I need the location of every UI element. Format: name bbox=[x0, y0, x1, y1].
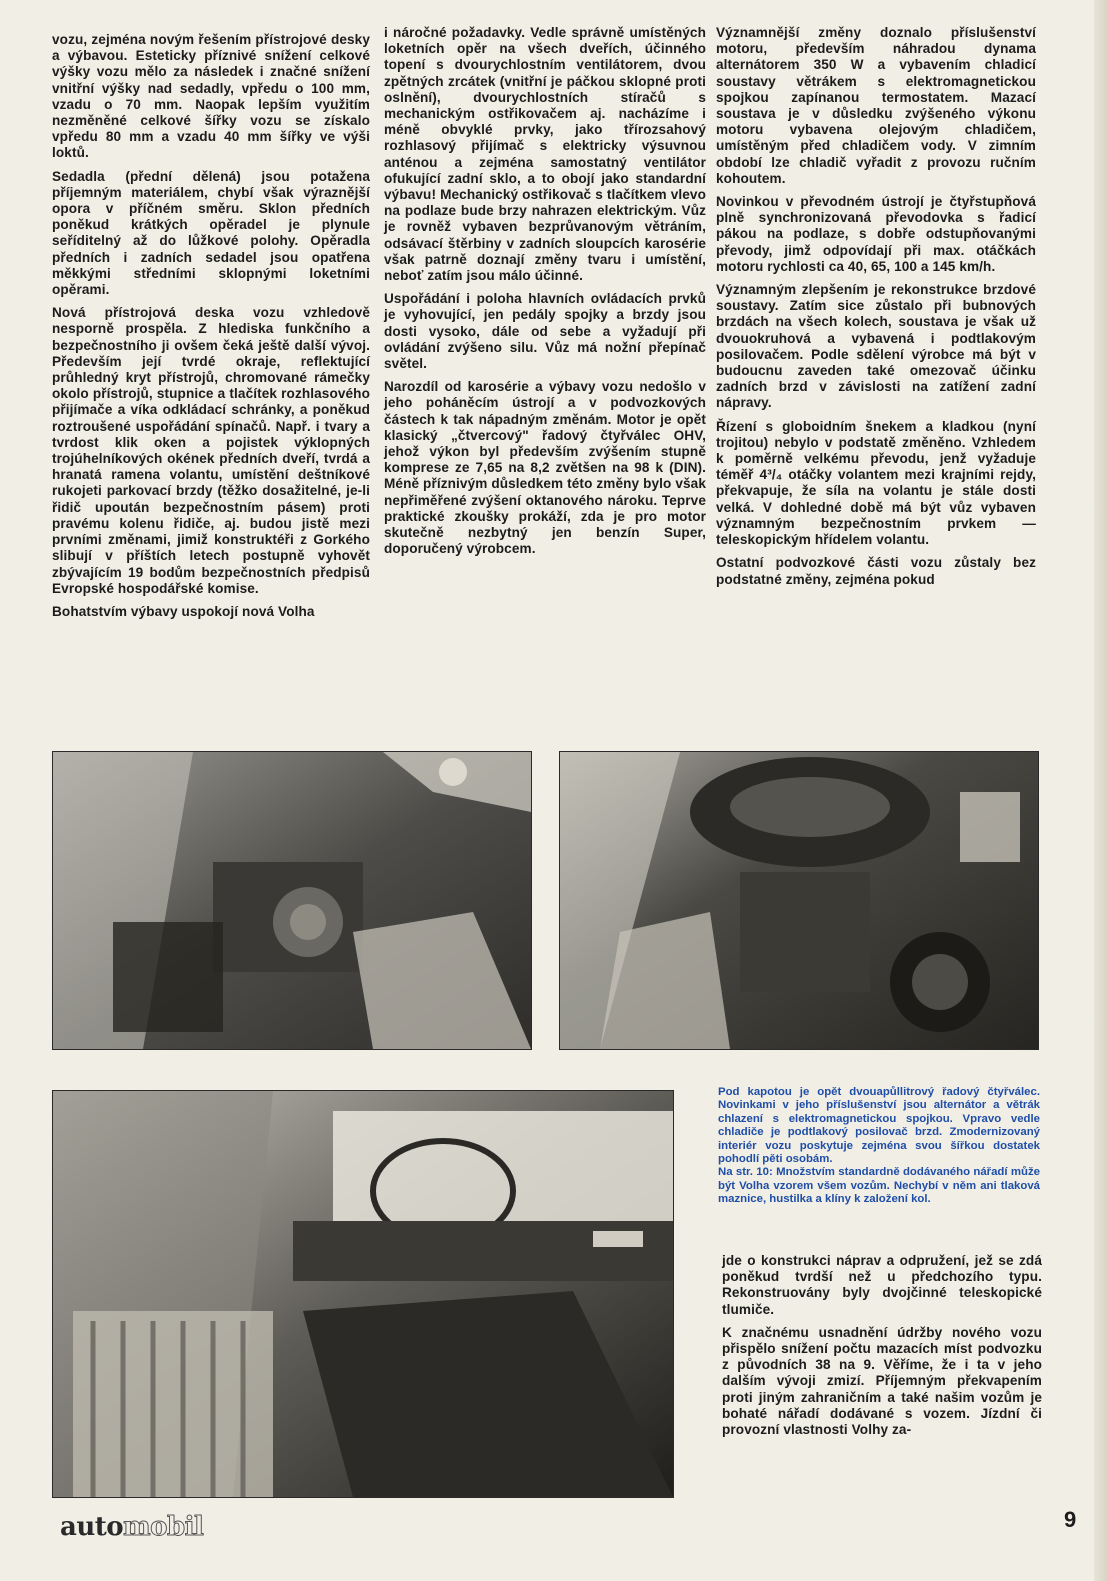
paragraph: vozu, zejména novým řešením přístrojové desky a výbavou. Esteticky příznivé snížení celkové výšky vozu mělo za následek i značné snížení vnitřní výšky nad sedadly, vpředu o 100 mm, vzadu o 70 mm. Naopak lepším využitím nezměněné celkové šířky vozu se získalo vpředu 80 mm a vzadu 40 mm šířky ve výši loktů. bbox=[52, 32, 370, 161]
paragraph: jde o konstrukci náprav a odpružení, jež se zdá poněkud tvrdší než u předchozího typu. Rekonstruovány byly dvojčinné teleskopické tlumiče. bbox=[722, 1253, 1042, 1317]
paragraph: i náročné požadavky. Vedle správně umístěných loketních opěr na všech dveřích, účinného topení s dvourychlostním ventilátorem, dvou zpětných zrcátek (vnitřní je páčkou sklopné proti oslnění), dvourychlostních stíračů s mechanickým ostřikovačem aj. nacházíme i méně obvyklé prvky, jako třírozsahový rozhlasový přijímač s elektricky výsuvnou anténou a zejména samostatný ventilátor ofukující zadní sklo, a to obojí jako standardní výbavu! Mechanický ostřikovač s tlačítkem vlevo na podlaze bude brzy nahrazen elektrickým. Vůz je rovněž vybaven bezprůvanovým větráním, odsávací štěrbiny v zadních sloupcích karosérie však patrně doznají změny tvaru i umístění, neboť zatím jsou málo účinné. bbox=[384, 25, 706, 284]
interior-photo bbox=[52, 1090, 674, 1498]
caption-text: Na str. 10: Množstvím standardně dodávaného nářadí může být Volha vzorem všem vozům. Nechybí v něm ani tlaková maznice, hustilka a klíny k založení kol. bbox=[718, 1166, 1040, 1206]
engine-bay-photo-right bbox=[559, 751, 1039, 1050]
paragraph: Bohatstvím výbavy uspokojí nová Volha bbox=[52, 603, 315, 619]
automobil-logo bbox=[60, 1512, 203, 1542]
article-column-2 bbox=[384, 25, 706, 565]
page-number: 9 bbox=[1064, 1507, 1077, 1532]
paragraph: K značnému usnadnění údržby nového vozu přispělo snížení počtu mazacích míst podvozku z původních 38 na 9. Věříme, že i ta v jeho dalším vývoji zmizí. Příjemným překvapením proti jiným zahraničním a také našim vozům je bohaté nářadí dodávané s vozem. Jízdní či provozní vlastnosti Volhy za- bbox=[722, 1324, 1042, 1438]
article-column-3 bbox=[716, 25, 1036, 595]
paragraph: Uspořádání i poloha hlavních ovládacích prvků je vyhovující, jen pedály spojky a brzdy jsou dosti vysoko, dále od sebe a vyžadují při ovládání zvýšeno silu. Vůz má nožní přepínač světel. bbox=[384, 291, 706, 372]
paragraph: Novinkou v převodném ústrojí je čtyřstupňová plně synchronizovaná převodovka s řadicí pákou na podlaze, s dobře odstupňovanými převody, jimž odpovídají při max. otáčkách motoru rychlosti ca 40, 65, 100 a 145 km/h. bbox=[716, 194, 1036, 274]
paragraph: Významným zlepšením je rekonstrukce brzdové soustavy. Zatím sice zůstalo při bubnových brzdách na všech kolech, soustava je však už dvouokruhová a vybavená i podtlakovým posilovačem. Podle sdělení výrobce má být v budoucnu zaveden také omezovač účinku zadních brzd v závislosti na zatížení zadní nápravy. bbox=[716, 282, 1036, 411]
paragraph: Sedadla (přední dělená) jsou potažena příjemným materiálem, chybí však výraznější opora v příčném směru. Sklon předních poněkud krátkých opěradel je plynule seříditelný až do lůžkové polohy. Opěradla předních i zadních sedadel jsou opatřena měkkými středními sklopnými loketními opěrami. bbox=[52, 168, 370, 298]
engine-bay-photo-left bbox=[52, 751, 532, 1050]
paragraph: Narozdíl od karosérie a výbavy vozu nedošlo v jeho poháněcím ústrojí a v podvozkových částech k tak nápadným změnám. Motor je opět klasický „čtvercový" řadový čtyřválec OHV, jehož výkon byl především zvýšením stupně komprese ze 7,65 na 8,2 zvětšen na 98 k (DIN). Méně příznivým důsledkem této změny bylo však nepřiměřené zvýšení oktanového nároku. Teprve praktické zkoušky prokáží, zda je pro motor skutečně nezbytný jen benzín Super, doporučený výrobcem. bbox=[384, 379, 706, 557]
paragraph: Významnější změny doznalo příslušenství motoru, především náhradou dynama alternátorem 350 W a vybavením chladicí soustavy větrákem s elektromagnetickou spojkou zapínanou termostatem. Mazací soustava je v důsledku zvýšeného výkonu motoru vybavena olejovým chladičem, umístěným před chladičem vody. V zimním období lze chladič vyřadit z provozu ručním kohoutem. bbox=[716, 25, 1036, 186]
paragraph: Ostatní podvozkové části vozu zůstaly bez podstatné změny, zejména pokud bbox=[716, 555, 1036, 587]
article-column-3-continued bbox=[722, 1253, 1042, 1445]
scan-edge bbox=[1094, 0, 1108, 1581]
photo-caption bbox=[718, 1086, 1040, 1207]
paragraph: Řízení s globoidním šnekem a kladkou (nyní trojitou) nebylo v podstatě změněno. Vzhledem k poměrně velkému převodu, jenž vyžaduje téměř 4³/₄ otáčky volantem mezi krajními rejdy, překvapuje, že síla na volantu je stále dosti velká. V dohledné době má být vůz vybaven významným bezpečnostním prvkem — teleskopickým hřídelem volantu. bbox=[716, 418, 1036, 548]
logo-part: mobil bbox=[123, 1512, 204, 1542]
article-column-1 bbox=[52, 32, 370, 627]
paragraph: Nová přístrojová deska vozu vzhledově nesporně prospěla. Z hlediska funkčního a bezpečnostního ji ovšem čeká ještě další vývoj. Především její tvrdé okraje, reflektující průhledný kryt přístrojů, chromované rámečky okolo přístrojů, stupnice a tlačítek rozhlasového přijímače a víka odkládací schránky, a poněkud roztroušené uspořádání spínačů. Např. i tvary a tvrdost klik oken a pojistek výklopných trojúhelníkových okének předních dveří, tvrdá a hranatá ramena volantu, umístění deštníkové rukojeti parkovací brzdy (těžko dosažitelné, je-li řidič upoután bezpečnostním pásem) proti pravému kolenu řidiče, aj. budou jistě mezi prvními změnami, jimiž konstruktéři z Gorkého slibují v příštích letech postupně vyhovět zbývajícím 19 bodům bezpečnostních předpisů Evropské hospodářské komise. bbox=[52, 305, 370, 596]
logo-part: auto bbox=[60, 1512, 124, 1542]
caption-text: Pod kapotou je opět dvouapůllitrový řadový čtyřválec. Novinkami v jeho příslušenství jsou alternátor a větrák chlazení s elektromagnetickou spojkou. Vpravo vedle chladiče je podtlakový posilovač brzd. Zmodernizovaný interiér vozu poskytuje zejména svou šířkou dostatek pohodlí pěti osobám. bbox=[718, 1086, 1040, 1166]
